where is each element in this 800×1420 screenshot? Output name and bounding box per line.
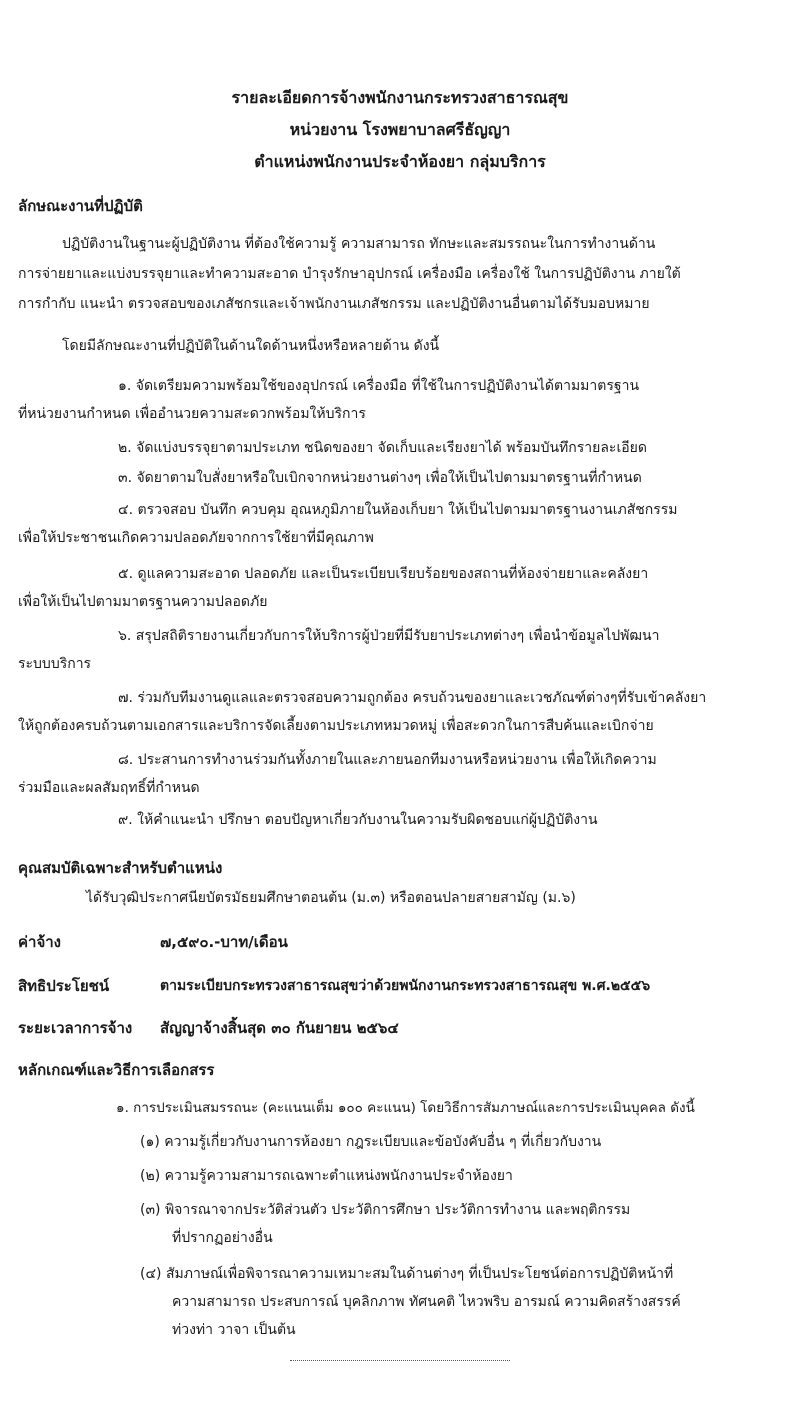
period-value: สัญญาจ้างสิ้นสุด ๓๐ กันยายน ๒๕๖๔ (160, 1019, 399, 1037)
selection-item: ๑. การประเมินสมรรถนะ (คะแนนเต็ม ๑๐๐ คะแนน) โดยวิธีการสัมภาษณ์และการประเมินบุคคล ดังนี้ (116, 1100, 695, 1116)
qualification-text: ได้รับวุฒิประกาศนียบัตรมัธยมศึกษาตอนต้น (ม.๓) หรือตอนปลายสายสามัญ (ม.๖) (86, 890, 576, 906)
duty-item: ๘. ประสานการทำงานร่วมกันทั้งภายในและภายนอกทีมงานหรือหน่วยงาน เพื่อให้เกิดความ (118, 752, 657, 768)
duties-heading: ลักษณะงานที่ปฏิบัติ (18, 197, 143, 215)
qualification-heading: คุณสมบัติเฉพาะสำหรับตำแหน่ง (18, 859, 223, 877)
duties-lead: โดยมีลักษณะงานที่ปฏิบัติในด้านใดด้านหนึ่งหรือหลายด้าน ดังนี้ (62, 338, 440, 354)
duty-item: ๓. จัดยาตามใบสั่งยาหรือใบเบิกจากหน่วยงานต่างๆ เพื่อให้เป็นไปตามมาตรฐานที่กำหนด (118, 470, 642, 486)
doc-title-line3: ตำแหน่งพนักงานประจำห้องยา กลุ่มบริการ (254, 152, 546, 171)
duties-intro-line: การจ่ายยาและแบ่งบรรจุยาและทำความสะอาด บำรุงรักษาอุปกรณ์ เครื่องมือ เครื่องใช้ ในการปฏิบัติงาน ภายใต้ (18, 266, 681, 282)
duty-item: ๙. ให้คำแนะนำ ปรึกษา ตอบปัญหาเกี่ยวกับงานในความรับผิดชอบแก่ผู้ปฏิบัติงาน (118, 812, 598, 828)
selection-subitem-cont: ท่วงท่า วาจา เป็นต้น (172, 1322, 296, 1338)
duties-intro-line: การกำกับ แนะนำ ตรวจสอบของเภสัชกรและเจ้าพนักงานเภสัชกรรม และปฏิบัติงานอื่นตามได้รับมอบหมาย (18, 296, 650, 312)
duty-item: ๖. สรุปสถิติรายงานเกี่ยวกับการให้บริการผู้ป่วยที่มีรับยาประเภทต่างๆ เพื่อนำข้อมูลไปพัฒนา (118, 628, 660, 644)
end-dotted-line (290, 1360, 510, 1361)
benefits-label: สิทธิประโยชน์ (18, 977, 110, 995)
selection-heading: หลักเกณฑ์และวิธีการเลือกสรร (18, 1061, 215, 1079)
duty-item: ๑. จัดเตรียมความพร้อมใช้ของอุปกรณ์ เครื่องมือ ที่ใช้ในการปฏิบัติงานได้ตามมาตรฐาน (118, 378, 640, 394)
duty-item-cont: เพื่อให้เป็นไปตามมาตรฐานความปลอดภัย (18, 594, 268, 610)
selection-subitem: (๒) ความรู้ความสามารถเฉพาะตำแหน่งพนักงานประจำห้องยา (140, 1168, 513, 1184)
duty-item: ๗. ร่วมกับทีมงานดูแลและตรวจสอบความถูกต้อง ครบถ้วนของยาและเวชภัณฑ์ต่างๆที่รับเข้าคลังยา (118, 690, 707, 706)
duty-item: ๔. ตรวจสอบ บันทึก ควบคุม อุณหภูมิภายในห้องเก็บยา ให้เป็นไปตามมาตรฐานงานเภสัชกรรม (118, 502, 678, 518)
period-label: ระยะเวลาการจ้าง (18, 1019, 133, 1037)
selection-subitem: (๔) สัมภาษณ์เพื่อพิจารณาความเหมาะสมในด้านต่างๆ ที่เป็นประโยชน์ต่อการปฏิบัติหน้าที่ (140, 1266, 674, 1282)
wage-value: ๗,๕๙๐.-บาท/เดือน (160, 933, 288, 951)
wage-label: ค่าจ้าง (18, 933, 61, 951)
selection-subitem: (๑) ความรู้เกี่ยวกับงานการห้องยา กฎระเบียบและข้อบังคับอื่น ๆ ที่เกี่ยวกับงาน (140, 1134, 602, 1150)
duty-item: ๒. จัดแบ่งบรรจุยาตามประเภท ชนิดของยา จัดเก็บและเรียงยาได้ พร้อมบันทึกรายละเอียด (118, 440, 647, 456)
benefits-value: ตามระเบียบกระทรวงสาธารณสุขว่าด้วยพนักงานกระทรวงสาธารณสุข พ.ศ.๒๕๕๖ (160, 978, 651, 994)
duty-item-cont: ให้ถูกต้องครบถ้วนตามเอกสารและบริการจัดเลี้ยงตามประเภทหมวดหมู่ เพื่อสะดวกในการสืบค้นและเบิกจ่าย (18, 718, 654, 734)
duty-item-cont: ร่วมมือและผลสัมฤทธิ์ที่กำหนด (18, 780, 200, 796)
duty-item-cont: ระบบบริการ (18, 656, 92, 672)
selection-subitem-cont: ที่ปรากฏอย่างอื่น (172, 1230, 273, 1246)
duty-item-cont: เพื่อให้ประชาชนเกิดความปลอดภัยจากการใช้ยาที่มีคุณภาพ (18, 530, 374, 546)
selection-subitem-cont: ความสามารถ ประสบการณ์ บุคลิกภาพ ทัศนคติ ไหวพริบ อารมณ์ ความคิดสร้างสรรค์ (172, 1294, 681, 1310)
duty-item-cont: ที่หน่วยงานกำหนด เพื่ออำนวยความสะดวกพร้อมให้บริการ (18, 406, 366, 422)
duty-item: ๕. ดูแลความสะอาด ปลอดภัย และเป็นระเบียบเรียบร้อยของสถานที่ห้องจ่ายยาและคลังยา (118, 566, 649, 582)
doc-title-line1: รายละเอียดการจ้างพนักงานกระทรวงสาธารณสุข (231, 88, 569, 107)
duties-intro-line: ปฏิบัติงานในฐานะผู้ปฏิบัติงาน ที่ต้องใช้ความรู้ ความสามารถ ทักษะและสมรรถนะในการทำงานด้าน (62, 236, 656, 252)
selection-subitem: (๓) พิจารณาจากประวัติส่วนตัว ประวัติการศึกษา ประวัติการทำงาน และพฤติกรรม (140, 1202, 631, 1218)
doc-title-line2: หน่วยงาน โรงพยาบาลศรีธัญญา (289, 120, 511, 139)
